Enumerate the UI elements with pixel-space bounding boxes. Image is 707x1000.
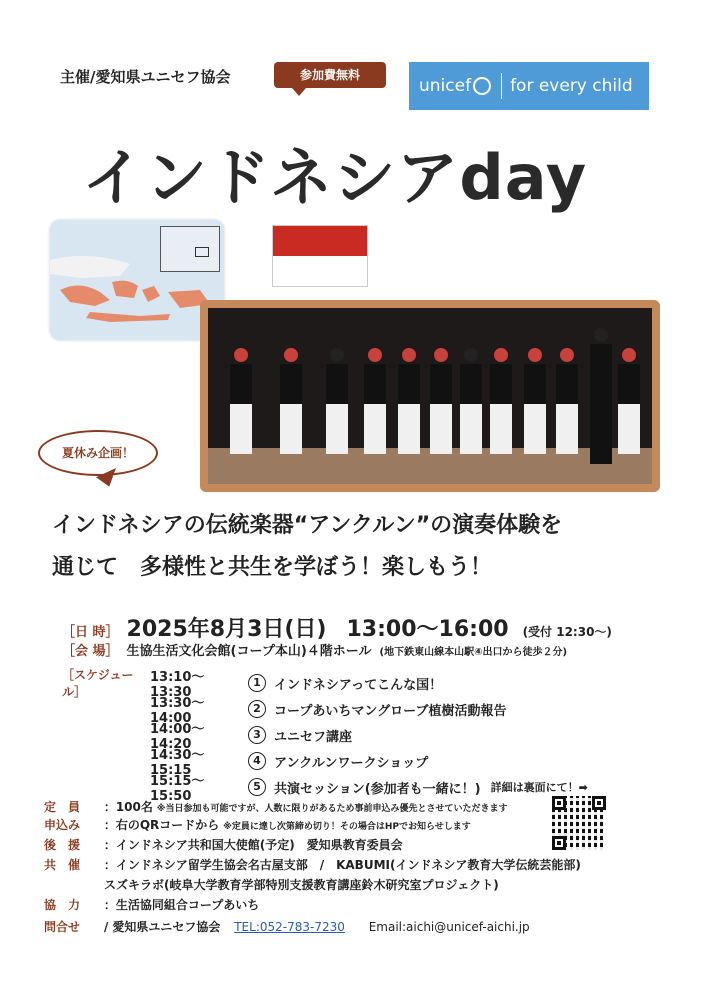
cohost-value-2: スズキラボ(岐阜大学教育学部特別支援教育講座鈴木研究室プロジェクト) [104, 878, 499, 892]
cohost-row [44, 856, 664, 873]
reception-time: (受付 12:30～) [522, 625, 612, 639]
schedule-title: アンクルンワークショップ [274, 755, 429, 771]
contact-label: 問合せ [44, 920, 81, 934]
cohost-row-2 [104, 876, 707, 893]
unicef-wordmark: unicef [419, 76, 472, 96]
email-text[interactable]: Email:aichi@unicef-aichi.jp [368, 920, 530, 934]
schedule-time: 14:30～15:15 [150, 748, 205, 778]
capacity-note: ※当日参加も可能ですが、人数に限りがあるため事前申込み優先とさせていただきます [156, 804, 508, 814]
date-label: ［日 時］ [62, 625, 119, 640]
headline-line-1: インドネシアの伝統楽器“アンクルン”の演奏体験を [52, 513, 563, 538]
venue-label: ［会 場］ [62, 644, 119, 659]
schedule-number: 4 [248, 752, 266, 770]
schedule-time: 13:10～13:30 [150, 670, 205, 700]
cohost-label: 共 催 [44, 858, 81, 872]
venue-access: (地下鉄東山線本山駅④出口から徒歩２分) [379, 647, 568, 658]
details-on-back-note: 詳細は裏面にて！➡ [490, 781, 588, 794]
apply-note: ※定員に達し次第締め切り！その場合はHPでお知らせします [223, 822, 471, 832]
venue-name: 生協生活文化会館(コープ本山)４階ホール [126, 644, 372, 659]
capacity-value: ：100名 [103, 800, 153, 814]
schedule-label: ［スケジュール］ [62, 668, 134, 699]
cooperation-label: 協 力 [44, 898, 81, 912]
unicef-tagline: for every child [510, 76, 633, 96]
schedule-number: 1 [248, 674, 266, 692]
organizer-text: 主催/愛知県ユニセフ協会 [60, 68, 231, 86]
registration-qr-code[interactable] [552, 796, 606, 850]
event-time: 13:00～16:00 [346, 617, 509, 642]
map-highlight-box [195, 247, 209, 257]
cooperation-row [44, 896, 664, 913]
event-date-row [62, 612, 612, 643]
schedule-title: 共演セッション(参加者も一緒に！) [274, 781, 481, 797]
schedule-title: ユニセフ講座 [274, 729, 353, 745]
schedule-time: 14:00～14:20 [150, 722, 205, 752]
event-date: 2025年8月3日(日) [126, 617, 327, 642]
schedule-time: 13:30～14:00 [150, 696, 205, 726]
headline-line-2: 通じて 多様性と共生を学ぼう！楽しもう！ [52, 555, 493, 580]
cooperation-value: ：生活協同組合コープあいち [103, 898, 260, 912]
venue-row [62, 640, 567, 659]
capacity-label: 定 員 [44, 800, 81, 814]
world-map-inset [160, 226, 220, 272]
schedule-title: インドネシアってこんな国！ [274, 677, 443, 693]
indonesia-flag [272, 225, 368, 287]
schedule-time: 15:15～15:50 [150, 774, 205, 804]
schedule-title: コープあいちマングローブ植樹活動報告 [274, 703, 507, 719]
support-value: ：インドネシア共和国大使館(予定) 愛知県教育委員会 [103, 838, 403, 852]
apply-label: 申込み [44, 818, 81, 832]
schedule-number: 3 [248, 726, 266, 744]
performance-photo [200, 300, 660, 492]
logo-divider [501, 73, 502, 99]
schedule-number: 2 [248, 700, 266, 718]
summer-event-bubble: 夏休み企画！ [38, 430, 158, 476]
unicef-globe-icon [473, 77, 491, 95]
free-admission-badge: 参加費無料 [274, 62, 386, 88]
apply-value: ：右のQRコードから [103, 818, 220, 832]
cohost-value: ：インドネシア留学生協会名古屋支部 / KABUMI(インドネシア教育大学伝統芸能部) [103, 858, 581, 872]
phone-link[interactable]: TEL:052-783-7230 [234, 920, 345, 934]
schedule-number: 5 [248, 778, 266, 796]
contact-value: / 愛知県ユニセフ協会 [103, 920, 221, 934]
support-label: 後 援 [44, 838, 81, 852]
contact-row [44, 918, 664, 935]
unicef-logo [409, 62, 649, 110]
page-title: インドネシアday [82, 141, 588, 214]
